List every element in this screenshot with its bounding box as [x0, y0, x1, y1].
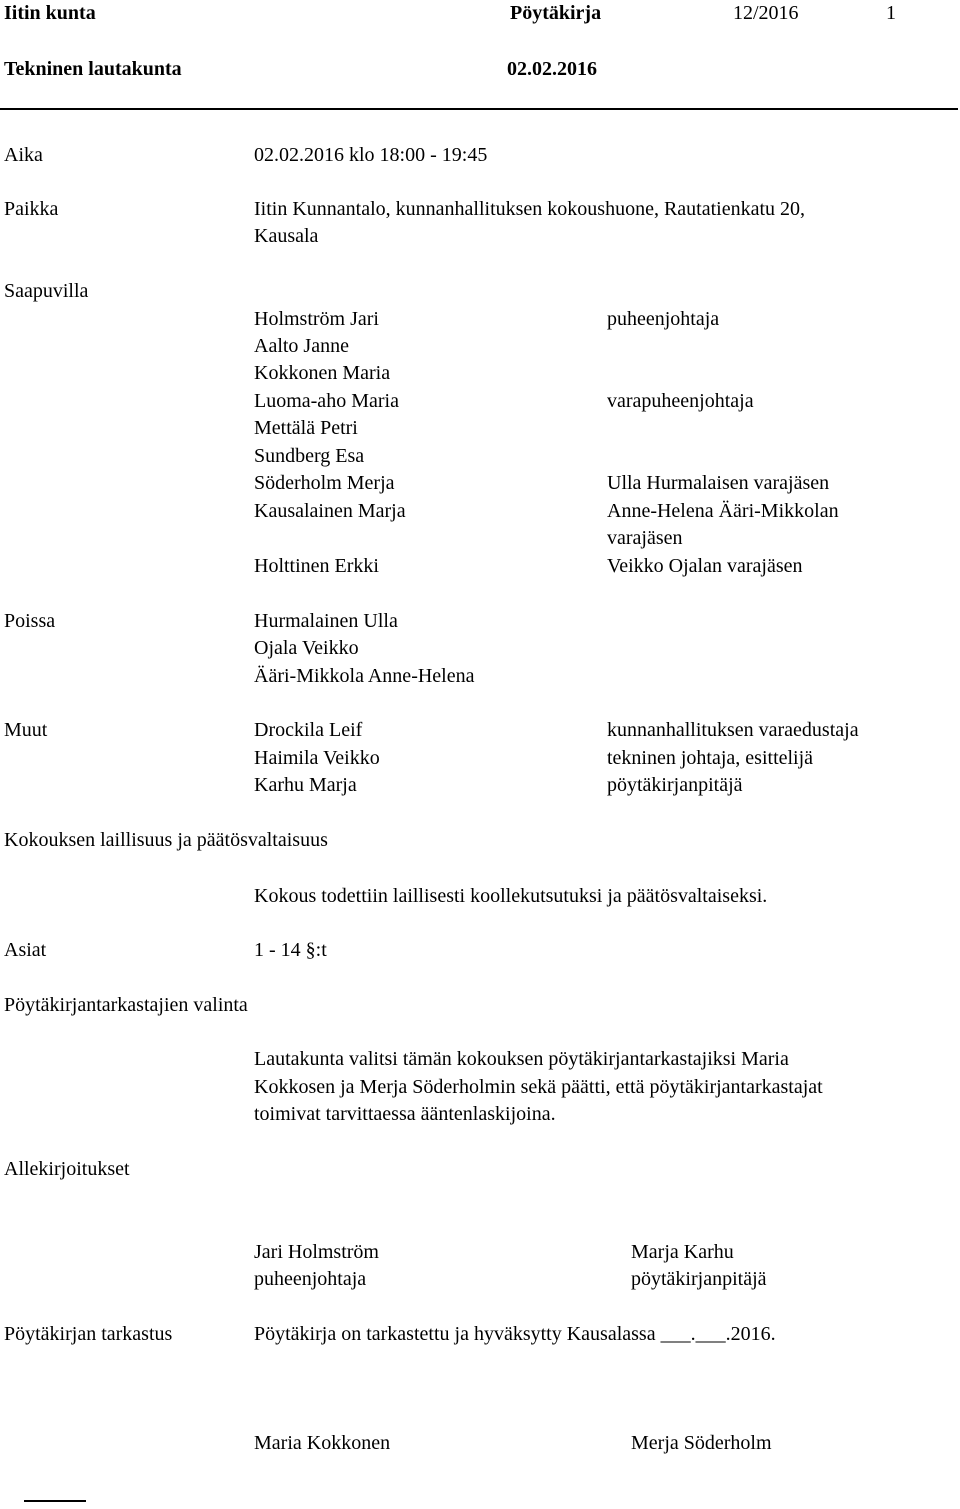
present-name: Sundberg Esa — [254, 445, 365, 467]
place-line-2: Kausala — [254, 225, 319, 247]
page-number: 1 — [886, 2, 896, 24]
signature-chair-role: puheenjohtaja — [254, 1268, 367, 1290]
present-role: Anne-Helena Ääri-Mikkolan — [607, 500, 839, 522]
review-date-separator: . — [690, 1323, 696, 1345]
present-name: Luoma-aho Maria — [254, 390, 399, 412]
header-date: 02.02.2016 — [507, 58, 597, 80]
items-label: Asiat — [4, 939, 47, 961]
present-label: Saapuvilla — [4, 280, 89, 302]
other-name: Drockila Leif — [254, 719, 363, 741]
other-role: kunnanhallituksen varaedustaja — [607, 719, 859, 741]
present-name: Kokkonen Maria — [254, 362, 391, 384]
review-month-blank: ___ — [695, 1323, 726, 1345]
review-day-blank: ___ — [660, 1323, 691, 1345]
place-label: Paikka — [4, 198, 59, 220]
review-statement — [254, 1321, 776, 1348]
present-role: Ulla Hurmalaisen varajäsen — [607, 472, 830, 494]
reviewers-text-line-1: Lautakunta valitsi tämän kokouksen pöytäkirjantarkastajiksi Maria — [254, 1048, 789, 1070]
absent-label: Poissa — [4, 610, 56, 632]
absent-name: Ojala Veikko — [254, 637, 359, 659]
others-label: Muut — [4, 719, 48, 741]
reviewer-signature-2: Merja Söderholm — [631, 1432, 772, 1454]
review-text: Pöytäkirja on tarkastettu ja hyväksytty Kausalassa — [254, 1323, 656, 1345]
present-name: Holttinen Erkki — [254, 555, 379, 577]
signature-chair-name: Jari Holmström — [254, 1241, 379, 1263]
reviewer-signature-1: Maria Kokkonen — [254, 1432, 391, 1454]
quorum-heading: Kokouksen laillisuus ja päätösvaltaisuus — [4, 829, 328, 851]
present-role: varajäsen — [607, 527, 683, 549]
signature-secretary-name: Marja Karhu — [631, 1241, 734, 1263]
other-role: pöytäkirjanpitäjä — [607, 774, 743, 796]
time-value: 02.02.2016 klo 18:00 - 19:45 — [254, 144, 488, 166]
present-name: Söderholm Merja — [254, 472, 395, 494]
place-line-1: Iitin Kunnantalo, kunnanhallituksen kokoushuone, Rautatienkatu 20, — [254, 198, 806, 220]
absent-name: Hurmalainen Ulla — [254, 610, 398, 632]
present-role: Veikko Ojalan varajäsen — [607, 555, 803, 577]
reviewers-heading: Pöytäkirjantarkastajien valinta — [4, 994, 248, 1016]
document-type: Pöytäkirja — [510, 2, 602, 24]
quorum-text: Kokous todettiin laillisesti koollekutsutuksi ja päätösvaltaiseksi. — [254, 885, 768, 907]
reviewers-text-line-2: Kokkosen ja Merja Söderholmin sekä päätti, että pöytäkirjantarkastajat — [254, 1076, 823, 1098]
committee-name: Tekninen lautakunta — [4, 58, 182, 80]
review-year: .2016. — [725, 1323, 776, 1345]
present-name: Aalto Janne — [254, 335, 349, 357]
review-label: Pöytäkirjan tarkastus — [4, 1323, 173, 1345]
reviewers-text-line-3: toimivat tarvittaessa ääntenlaskijoina. — [254, 1103, 556, 1125]
footer-rule — [24, 1500, 86, 1502]
other-role: tekninen johtaja, esittelijä — [607, 747, 814, 769]
header-divider — [0, 108, 958, 110]
present-role: puheenjohtaja — [607, 308, 720, 330]
time-label: Aika — [4, 144, 43, 166]
signature-secretary-role: pöytäkirjanpitäjä — [631, 1268, 767, 1290]
other-name: Haimila Veikko — [254, 747, 380, 769]
items-value: 1 - 14 §:t — [254, 939, 327, 961]
municipality-name: Iitin kunta — [4, 2, 96, 24]
present-name: Kausalainen Marja — [254, 500, 406, 522]
signatures-heading: Allekirjoitukset — [4, 1158, 130, 1180]
absent-name: Ääri-Mikkola Anne-Helena — [254, 665, 475, 687]
present-name: Mettälä Petri — [254, 417, 358, 439]
document-number: 12/2016 — [733, 2, 799, 24]
present-name: Holmström Jari — [254, 308, 379, 330]
present-role: varapuheenjohtaja — [607, 390, 754, 412]
other-name: Karhu Marja — [254, 774, 357, 796]
